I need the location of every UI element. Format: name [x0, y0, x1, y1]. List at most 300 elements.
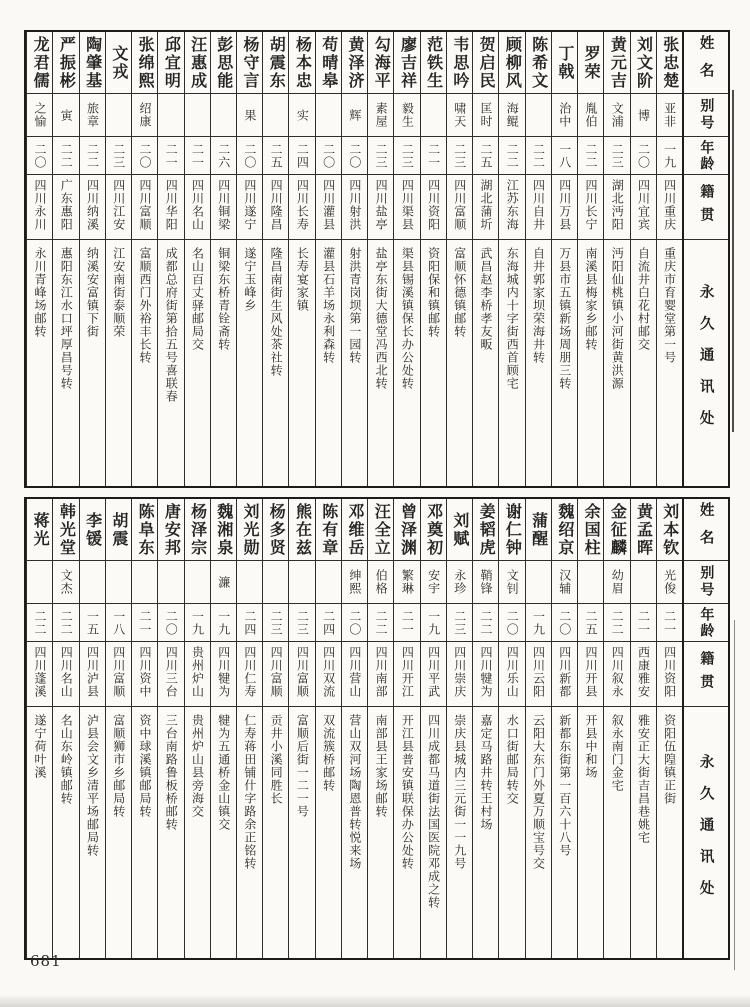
person-column	[262, 499, 288, 958]
person-age: 二〇	[347, 142, 362, 169]
person-column	[630, 32, 656, 486]
person-alias-cell	[631, 561, 656, 604]
person-alias-cell	[316, 561, 341, 604]
person-address-cell	[368, 707, 393, 958]
person-age-cell	[499, 604, 524, 642]
person-age-cell	[80, 604, 105, 642]
header-alias-cell	[684, 94, 728, 137]
person-age-cell	[552, 604, 577, 642]
person-origin-cell	[342, 175, 367, 240]
person-column	[446, 32, 472, 486]
person-alias: 安宇	[426, 569, 441, 595]
person-column	[367, 32, 393, 486]
person-age-cell	[657, 137, 682, 175]
person-name-cell	[604, 32, 629, 94]
person-address: 雅安正大街吉昌巷姚宅	[636, 714, 651, 844]
person-address: 资中球溪镇邮局转	[137, 714, 152, 818]
person-origin-cell	[447, 175, 472, 240]
person-age: 二四	[321, 609, 336, 636]
person-alias: 果	[242, 108, 257, 122]
person-origin: 四川射洪	[347, 179, 362, 231]
person-name-cell	[631, 32, 656, 94]
person-name-cell	[27, 499, 52, 561]
person-address-cell	[552, 707, 577, 958]
person-age: 二五	[583, 609, 598, 636]
person-alias-cell	[657, 94, 682, 137]
person-age: 二二	[531, 142, 546, 169]
person-name-cell	[394, 499, 419, 561]
person-origin-cell	[53, 175, 78, 240]
person-column	[52, 499, 78, 958]
person-address: 南部县王家场邮转	[374, 714, 389, 818]
person-name-cell	[499, 32, 524, 94]
person-name-cell	[106, 32, 131, 94]
person-name: 杨泽宗	[188, 502, 208, 557]
person-age: 二一	[400, 609, 415, 636]
person-origin: 四川资中	[137, 646, 152, 698]
person-alias: 文杰	[59, 569, 74, 595]
scan-bottom-shadow	[0, 994, 750, 1007]
person-name-cell	[132, 499, 157, 561]
person-age-cell	[158, 137, 183, 175]
person-origin-cell	[552, 175, 577, 240]
person-address: 长寿宴家镇	[295, 247, 310, 312]
person-address-cell	[185, 707, 210, 958]
person-origin-cell	[421, 175, 446, 240]
person-alias-cell	[526, 94, 551, 137]
person-origin: 四川渠县	[400, 179, 415, 231]
person-column	[131, 32, 157, 486]
person-name-cell	[211, 32, 236, 94]
person-origin-cell	[631, 642, 656, 707]
person-column	[288, 32, 314, 486]
person-age: 二五	[269, 142, 284, 169]
person-age: 二二	[610, 609, 625, 636]
person-age: 二三	[374, 142, 389, 169]
person-age-cell	[394, 137, 419, 175]
person-origin-cell	[132, 175, 157, 240]
person-column	[105, 32, 131, 486]
person-alias-cell	[473, 561, 498, 604]
person-age: 一九	[190, 609, 205, 636]
person-column	[577, 499, 603, 958]
person-age-cell	[158, 604, 183, 642]
person-age: 二〇	[505, 609, 520, 636]
person-origin-cell	[499, 642, 524, 707]
person-origin: 四川开县	[583, 646, 598, 698]
person-name: 熊在兹	[293, 502, 313, 557]
person-name-cell	[447, 32, 472, 94]
person-alias-cell	[578, 561, 603, 604]
person-name: 杨本忠	[293, 35, 313, 90]
person-name: 刘赋	[450, 511, 470, 548]
person-name: 魏湘泉	[214, 502, 234, 557]
person-alias-cell	[106, 94, 131, 137]
person-origin-cell	[185, 642, 210, 707]
person-origin: 四川富顺	[452, 179, 467, 231]
person-alias-cell	[316, 94, 341, 137]
person-alias-cell	[53, 561, 78, 604]
header-age-cell	[684, 137, 728, 175]
person-origin: 四川富顺	[111, 646, 126, 698]
person-address: 四川成都马道街法国医院邓成之转	[426, 714, 441, 909]
person-origin: 湖北蒲圻	[479, 179, 494, 231]
person-age-cell	[578, 137, 603, 175]
person-age: 二一	[137, 609, 152, 636]
person-origin: 四川长宁	[583, 179, 598, 231]
person-age: 二二	[583, 142, 598, 169]
person-address-cell	[158, 707, 183, 958]
person-name: 黄泽济	[345, 35, 365, 90]
person-alias-cell	[106, 561, 131, 604]
person-origin: 四川隆昌	[269, 179, 284, 231]
person-address: 犍为五通桥金山镇交	[216, 714, 231, 831]
person-origin: 四川泸县	[85, 646, 100, 698]
person-alias-cell	[185, 561, 210, 604]
person-address-cell	[132, 707, 157, 958]
person-origin: 四川崇庆	[452, 646, 467, 698]
person-alias-cell	[447, 561, 472, 604]
person-alias: 永珍	[452, 569, 467, 595]
person-name-cell	[316, 499, 341, 561]
person-name-cell	[158, 499, 183, 561]
person-name-cell	[657, 499, 682, 561]
person-age-cell	[53, 137, 78, 175]
person-address-cell	[368, 240, 393, 486]
person-age: 二三	[400, 142, 415, 169]
person-alias-cell	[211, 94, 236, 137]
person-name: 文戎	[109, 44, 129, 81]
person-origin: 四川富顺	[269, 646, 284, 698]
person-name: 韩光堂	[57, 502, 77, 557]
person-address-cell	[80, 240, 105, 486]
header-alias-label: 别号	[698, 98, 715, 132]
person-origin: 四川江安	[111, 179, 126, 231]
person-column	[341, 32, 367, 486]
person-column	[420, 32, 446, 486]
person-origin: 四川名山	[59, 646, 74, 698]
person-column	[184, 32, 210, 486]
person-origin-cell	[657, 642, 682, 707]
person-name: 蒲醒	[529, 511, 549, 548]
person-alias-cell	[473, 94, 498, 137]
person-name-cell	[80, 32, 105, 94]
person-origin-cell	[316, 642, 341, 707]
person-alias: 汉辅	[557, 569, 572, 595]
person-age-cell	[526, 137, 551, 175]
person-address: 灌县石羊场永利森转	[321, 247, 336, 364]
person-address-cell	[27, 707, 52, 958]
person-alias-cell	[263, 94, 288, 137]
person-origin: 四川叙永	[610, 646, 625, 698]
person-age-cell	[211, 137, 236, 175]
person-column	[157, 32, 183, 486]
person-origin: 四川华阳	[164, 179, 179, 231]
person-alias-cell	[158, 94, 183, 137]
person-origin-cell	[106, 175, 131, 240]
person-name: 谢仁钟	[503, 502, 523, 557]
person-age-cell	[53, 604, 78, 642]
person-origin: 西康雅安	[636, 646, 651, 698]
person-address: 遂宁玉峰乡	[242, 247, 257, 312]
person-address-cell	[499, 240, 524, 486]
person-address-cell	[342, 707, 367, 958]
person-address-cell	[657, 240, 682, 486]
person-alias-cell	[342, 561, 367, 604]
person-age: 二三	[452, 142, 467, 169]
person-address: 遂宁荷叶溪	[33, 714, 48, 779]
person-name: 刘本钦	[660, 502, 680, 557]
person-age-cell	[106, 604, 131, 642]
person-age: 二二	[505, 142, 520, 169]
person-age: 二五	[479, 142, 494, 169]
person-address-cell	[578, 707, 603, 958]
person-alias: 实	[295, 108, 310, 122]
person-address: 万县市五镇新场周朋三转	[557, 247, 572, 390]
person-address-cell	[631, 707, 656, 958]
person-alias-cell	[631, 94, 656, 137]
person-address: 自流井白花村邮交	[636, 247, 651, 351]
person-alias-cell	[657, 561, 682, 604]
person-alias-cell	[263, 561, 288, 604]
person-alias-cell	[421, 561, 446, 604]
person-address-cell	[342, 240, 367, 486]
person-column	[498, 499, 524, 958]
person-name: 苟晴皋	[319, 35, 339, 90]
person-origin-cell	[526, 642, 551, 707]
person-age-cell	[132, 604, 157, 642]
person-alias: 素屋	[374, 102, 389, 128]
person-origin: 四川铜梁	[216, 179, 231, 231]
person-origin: 四川纳溪	[85, 179, 100, 231]
person-age-cell	[80, 137, 105, 175]
person-age-cell	[604, 137, 629, 175]
person-origin: 四川仁寿	[242, 646, 257, 698]
person-address-cell	[53, 707, 78, 958]
person-alias: 辉	[347, 108, 362, 122]
person-column	[315, 32, 341, 486]
person-column	[210, 499, 236, 958]
person-name: 余国柱	[582, 502, 602, 557]
person-age-cell	[316, 137, 341, 175]
person-name: 唐安邦	[162, 502, 182, 557]
person-column	[525, 32, 551, 486]
person-origin-cell	[473, 642, 498, 707]
person-column	[26, 32, 52, 486]
person-age-cell	[368, 137, 393, 175]
person-alias-cell	[394, 94, 419, 137]
person-name-cell	[394, 32, 419, 94]
person-name-cell	[526, 32, 551, 94]
person-name: 陈阜东	[136, 502, 156, 557]
person-alias-cell	[342, 94, 367, 137]
header-alias-label: 别号	[698, 565, 715, 599]
person-address-cell	[526, 240, 551, 486]
person-address: 三台南路鲁板桥邮转	[164, 714, 179, 831]
person-address: 叙永南门金宅	[610, 714, 625, 792]
person-name: 蒋光	[31, 511, 51, 548]
person-name-cell	[526, 499, 551, 561]
header-address-cell	[684, 707, 728, 958]
person-column	[210, 32, 236, 486]
person-address: 资阳保和镇邮转	[426, 247, 441, 338]
person-alias: 博	[636, 108, 651, 122]
person-name-cell	[578, 499, 603, 561]
person-column	[184, 499, 210, 958]
header-age-cell	[684, 604, 728, 642]
person-origin-cell	[526, 175, 551, 240]
person-age: 二一	[164, 142, 179, 169]
person-column	[26, 499, 52, 958]
header-origin-cell	[684, 642, 728, 707]
person-origin: 四川自井	[531, 179, 546, 231]
person-origin: 湖北沔阳	[610, 179, 625, 231]
person-alias-cell	[499, 94, 524, 137]
person-age: 二三	[111, 142, 126, 169]
person-origin: 四川盐亭	[374, 179, 389, 231]
person-origin: 四川万县	[557, 179, 572, 231]
person-origin: 四川宜宾	[636, 179, 651, 231]
person-origin-cell	[185, 175, 210, 240]
person-age: 二二	[374, 609, 389, 636]
person-name-cell	[263, 32, 288, 94]
person-age-cell	[289, 137, 314, 175]
person-address: 云阳大东门外夏万顺宝号交	[531, 714, 546, 870]
person-address: 富顺西门外裕丰长转	[137, 247, 152, 364]
person-column	[656, 499, 682, 958]
person-name: 贺启民	[477, 35, 497, 90]
person-age: 一五	[85, 609, 100, 636]
person-address: 贡井小溪同胜长	[269, 714, 284, 805]
person-alias-cell	[447, 94, 472, 137]
person-age-cell	[447, 137, 472, 175]
person-origin: 四川新都	[557, 646, 572, 698]
person-origin-cell	[447, 642, 472, 707]
person-age-cell	[237, 137, 262, 175]
person-address: 水口街邮局转交	[505, 714, 520, 805]
person-origin-cell	[473, 175, 498, 240]
page-number: 681	[30, 952, 62, 970]
person-origin-cell	[368, 642, 393, 707]
person-name: 刘光勋	[241, 502, 261, 557]
person-column	[446, 499, 472, 958]
person-column	[288, 499, 314, 958]
person-origin-cell	[132, 642, 157, 707]
person-alias: 寅	[59, 108, 74, 122]
person-age-cell	[631, 604, 656, 642]
person-age-cell	[185, 137, 210, 175]
person-age: 二一	[662, 609, 677, 636]
person-age: 一八	[557, 142, 572, 169]
person-address-cell	[394, 707, 419, 958]
person-alias-cell	[211, 561, 236, 604]
person-name: 丁戟	[555, 44, 575, 81]
person-name-cell	[316, 32, 341, 94]
person-age-cell	[289, 604, 314, 642]
person-age-cell	[263, 604, 288, 642]
person-age: 二二	[479, 609, 494, 636]
person-origin-cell	[211, 175, 236, 240]
person-origin-cell	[158, 642, 183, 707]
person-age-cell	[263, 137, 288, 175]
person-name: 杨多贤	[267, 502, 287, 557]
person-address-cell	[211, 707, 236, 958]
person-origin-cell	[211, 642, 236, 707]
person-address: 成都总府街第拾五号喜联春	[164, 247, 179, 403]
person-age: 二二	[59, 142, 74, 169]
person-address-cell	[132, 240, 157, 486]
person-address: 嘉定马路井转王村场	[479, 714, 494, 831]
person-name-cell	[473, 32, 498, 94]
person-alias-cell	[80, 561, 105, 604]
person-name: 杨守言	[241, 35, 261, 90]
person-alias-cell	[289, 94, 314, 137]
person-origin-cell	[631, 175, 656, 240]
header-address-cell	[684, 240, 728, 486]
directory-table-bottom	[24, 497, 730, 960]
person-name-cell	[53, 32, 78, 94]
person-name-cell	[473, 499, 498, 561]
person-column	[630, 499, 656, 958]
person-age-cell	[342, 604, 367, 642]
person-age: 二一	[426, 142, 441, 169]
person-column	[315, 499, 341, 958]
person-age-cell	[316, 604, 341, 642]
person-address-cell	[289, 240, 314, 486]
person-alias: 绅熙	[347, 569, 362, 595]
person-name-cell	[289, 32, 314, 94]
person-age-cell	[368, 604, 393, 642]
person-age: 二〇	[137, 142, 152, 169]
person-age-cell	[447, 604, 472, 642]
person-column	[236, 32, 262, 486]
header-alias-cell	[684, 561, 728, 604]
person-column	[157, 499, 183, 958]
header-origin-label: 籍贯	[698, 184, 715, 230]
person-address-cell	[657, 707, 682, 958]
person-alias: 啸天	[452, 102, 467, 128]
person-column	[551, 499, 577, 958]
person-origin-cell	[289, 175, 314, 240]
person-alias: 濂	[216, 575, 231, 589]
person-age: 一九	[531, 609, 546, 636]
person-address-cell	[473, 240, 498, 486]
person-name: 邱宜明	[162, 35, 182, 90]
person-name-cell	[185, 32, 210, 94]
person-origin-cell	[263, 642, 288, 707]
person-name: 勾海平	[372, 35, 392, 90]
person-address: 双流簇桥邮转	[321, 714, 336, 792]
person-address: 富顺狮市乡邮局转	[111, 714, 126, 818]
person-name: 曾泽渊	[398, 502, 418, 557]
header-address-label: 永久通讯处	[697, 753, 715, 912]
person-origin: 江苏东海	[505, 179, 520, 231]
person-origin-cell	[394, 175, 419, 240]
person-origin: 四川资阳	[662, 646, 677, 698]
person-name-cell	[27, 32, 52, 94]
header-column	[682, 499, 728, 958]
header-name-label: 姓名	[697, 502, 715, 557]
person-name: 陶肇基	[83, 35, 103, 90]
person-name-cell	[53, 499, 78, 561]
header-name-cell	[684, 32, 728, 94]
person-origin-cell	[657, 175, 682, 240]
person-name: 范铁生	[424, 35, 444, 90]
person-age: 二二	[33, 609, 48, 636]
person-name: 邓维岳	[345, 502, 365, 557]
person-origin-cell	[80, 175, 105, 240]
person-origin: 四川开江	[400, 646, 415, 698]
